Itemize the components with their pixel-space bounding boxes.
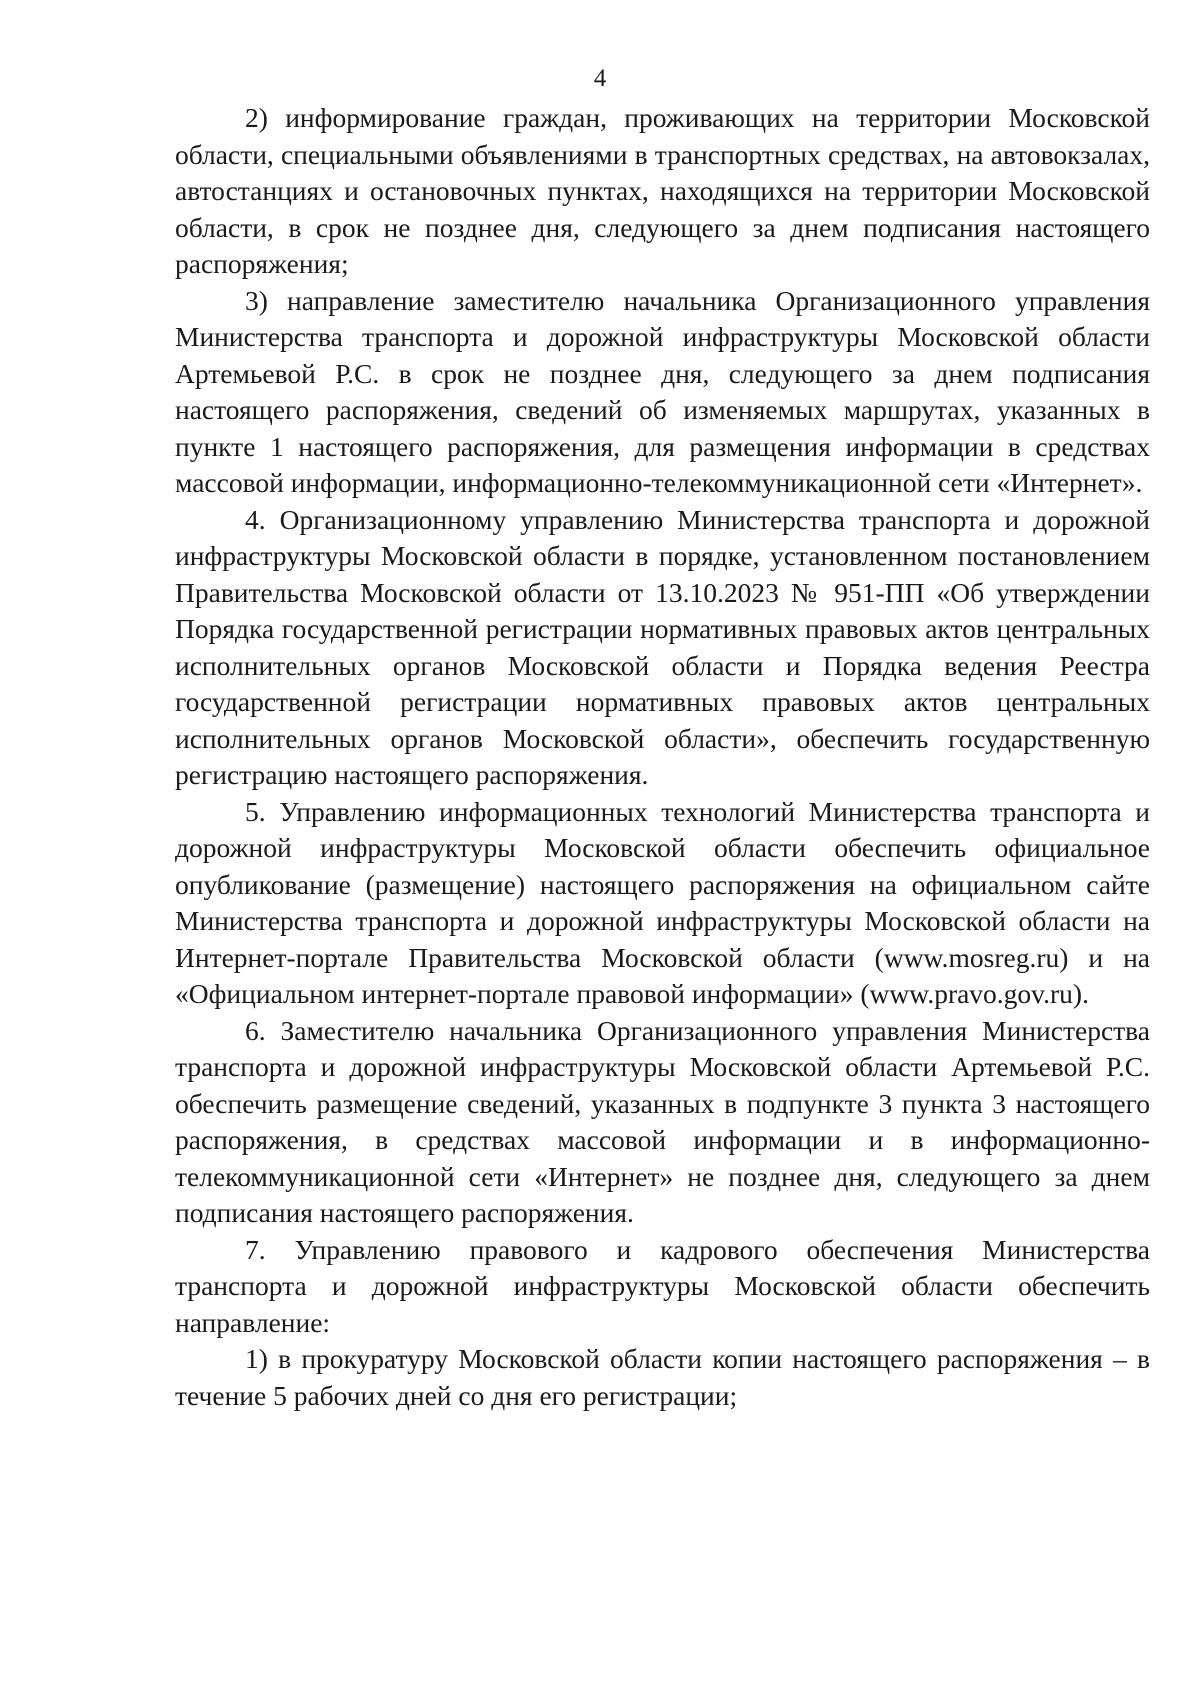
paragraph-3-sending-route-info: 3) направление заместителю начальника Организационного управления Министерства транспорта и дорожной инфраструктуры Московской области Артемьевой Р.С. в срок не позднее дня, следующего за днем подписания настоящего распоряжения, сведений об изменяемых маршрутах, указанных в пункте 1 настоящего распоряжения, для размещения информации в средствах массовой информации, информационно-телекоммуникационной сети «Интернет».	[175, 284, 1150, 498]
paragraph-4-state-registration: 4. Организационному управлению Министерства транспорта и дорожной инфраструктуры Московской области в порядке, установленном постановлением Правительства Московской области от 13.10.2023 № 951-ПП «Об утверждении Порядка государственной регистрации нормативных правовых актов центральных исполнительных органов Московской области и Порядка ведения Реестра государственной регистрации нормативных правовых актов центральных исполнительных органов Московской области», обеспечить государственную регистрацию настоящего распоряжения.	[175, 503, 1150, 790]
paragraph-6-media-placement: 6. Заместителю начальника Организационного управления Министерства транспорта и дорожной инфраструктуры Московской области Артемьевой Р.С. обеспечить размещение сведений, указанных в подпункте 3 пункта 3 настоящего распоряжения, в средствах массовой информации и в информационно-телекоммуникационной сети «Интернет» не позднее дня, следующего за днем подписания настоящего распоряжения.	[175, 1014, 1150, 1228]
paragraph-7-legal-department: 7. Управлению правового и кадрового обеспечения Министерства транспорта и дорожной инфраструктуры Московской области обеспечить направление:	[175, 1233, 1150, 1338]
document-body	[175, 100, 1150, 1414]
page-number: 4	[593, 65, 607, 92]
paragraph-5-official-publication: 5. Управлению информационных технологий Министерства транспорта и дорожной инфраструктуры Московской области обеспечить официальное опубликование (размещение) настоящего распоряжения на официальном сайте Министерства транспорта и дорожной инфраструктуры Московской области на Интернет-портале Правительства Московской области (www.mosreg.ru) и на «Официальном интернет-портале правовой информации» (www.pravo.gov.ru).	[175, 795, 1150, 1009]
paragraph-2-informing-citizens: 2) информирование граждан, проживающих на территории Московской области, специальными объявлениями в транспортных средствах, на автовокзалах, автостанциях и остановочных пунктах, находящихся на территории Московской области, в срок не позднее дня, следующего за днем подписания настоящего распоряжения;	[175, 102, 1150, 279]
paragraph-7-1-prosecutor-copy: 1) в прокуратуру Московской области копии настоящего распоряжения – в течение 5 рабочих дней со дня его регистрации;	[175, 1343, 1150, 1411]
